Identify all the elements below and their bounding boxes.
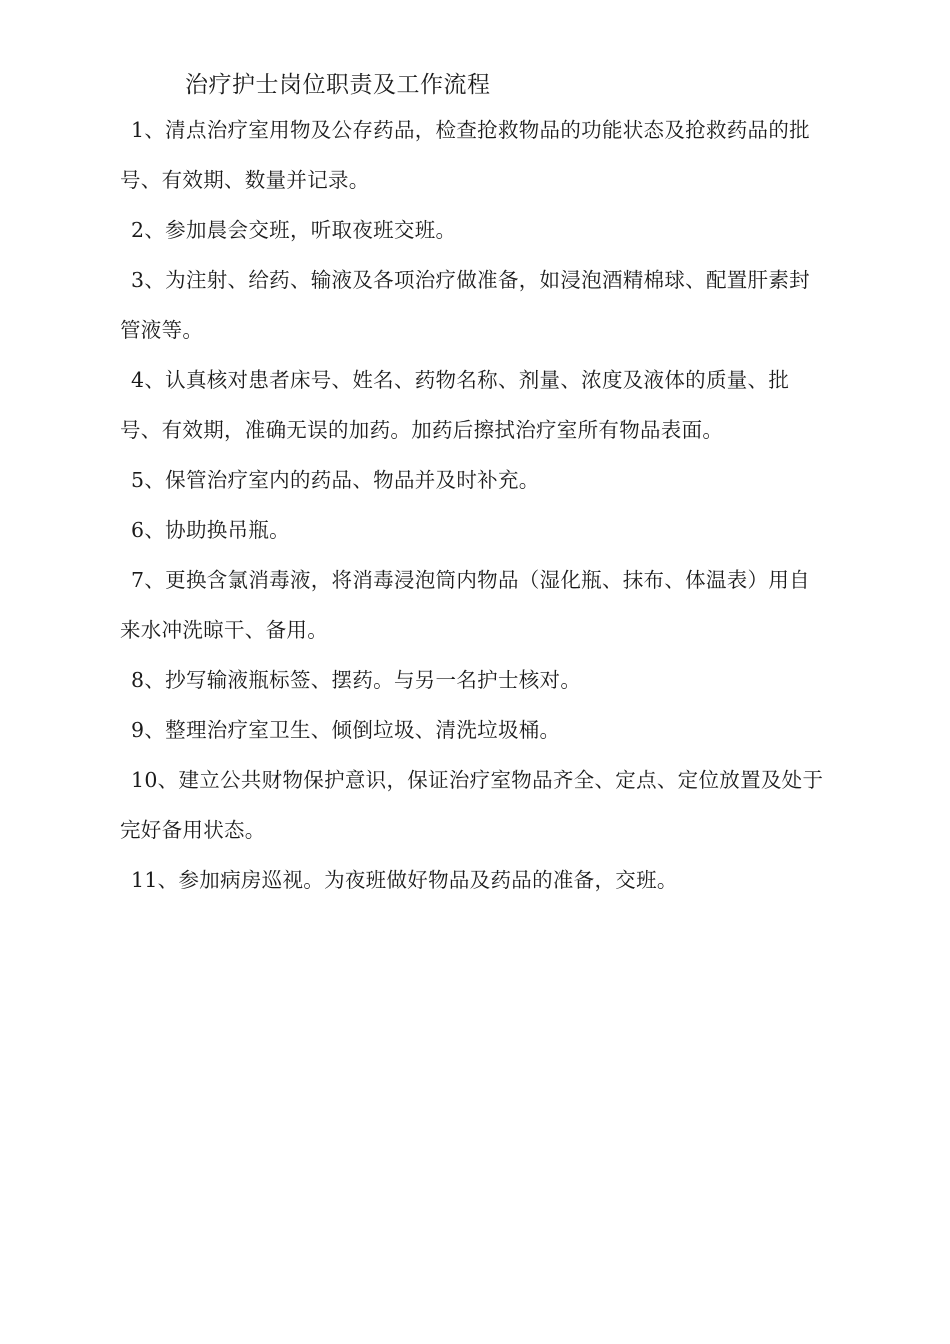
duty-item-7: 7、更换含氯消毒液，将消毒浸泡筒内物品（湿化瓶、抹布、体温表）用自来水冲洗晾干、备用。 [120,568,810,642]
duty-item-10: 10、建立公共财物保护意识，保证治疗室物品齐全、定点、定位放置及处于完好备用状态。 [120,768,824,842]
duty-item-11: 11、参加病房巡视。为夜班做好物品及药品的准备，交班。 [131,868,678,892]
duty-item-3: 3、为注射、给药、输液及各项治疗做准备，如浸泡酒精棉球、配置肝素封管液等。 [120,268,810,342]
duty-item-9: 9、整理治疗室卫生、倾倒垃圾、清洗垃圾桶。 [131,718,561,742]
page-title: 治疗护士岗位职责及工作流程 [185,72,491,98]
duty-item-4: 4、认真核对患者床号、姓名、药物名称、剂量、浓度及液体的质量、批号、有效期，准确无误的加药。加药后擦拭治疗室所有物品表面。 [120,368,790,442]
duty-item-5: 5、保管治疗室内的药品、物品并及时补充。 [131,468,540,492]
duty-item-1: 1、清点治疗室用物及公存药品，检查抢救物品的功能状态及抢救药品的批号、有效期、数量并记录。 [120,118,810,192]
duty-item-2: 2、参加晨会交班，听取夜班交班。 [131,218,457,242]
duty-item-8: 8、抄写输液瓶标签、摆药。与另一名护士核对。 [131,668,582,692]
duty-item-6: 6、协助换吊瓶。 [131,518,290,542]
